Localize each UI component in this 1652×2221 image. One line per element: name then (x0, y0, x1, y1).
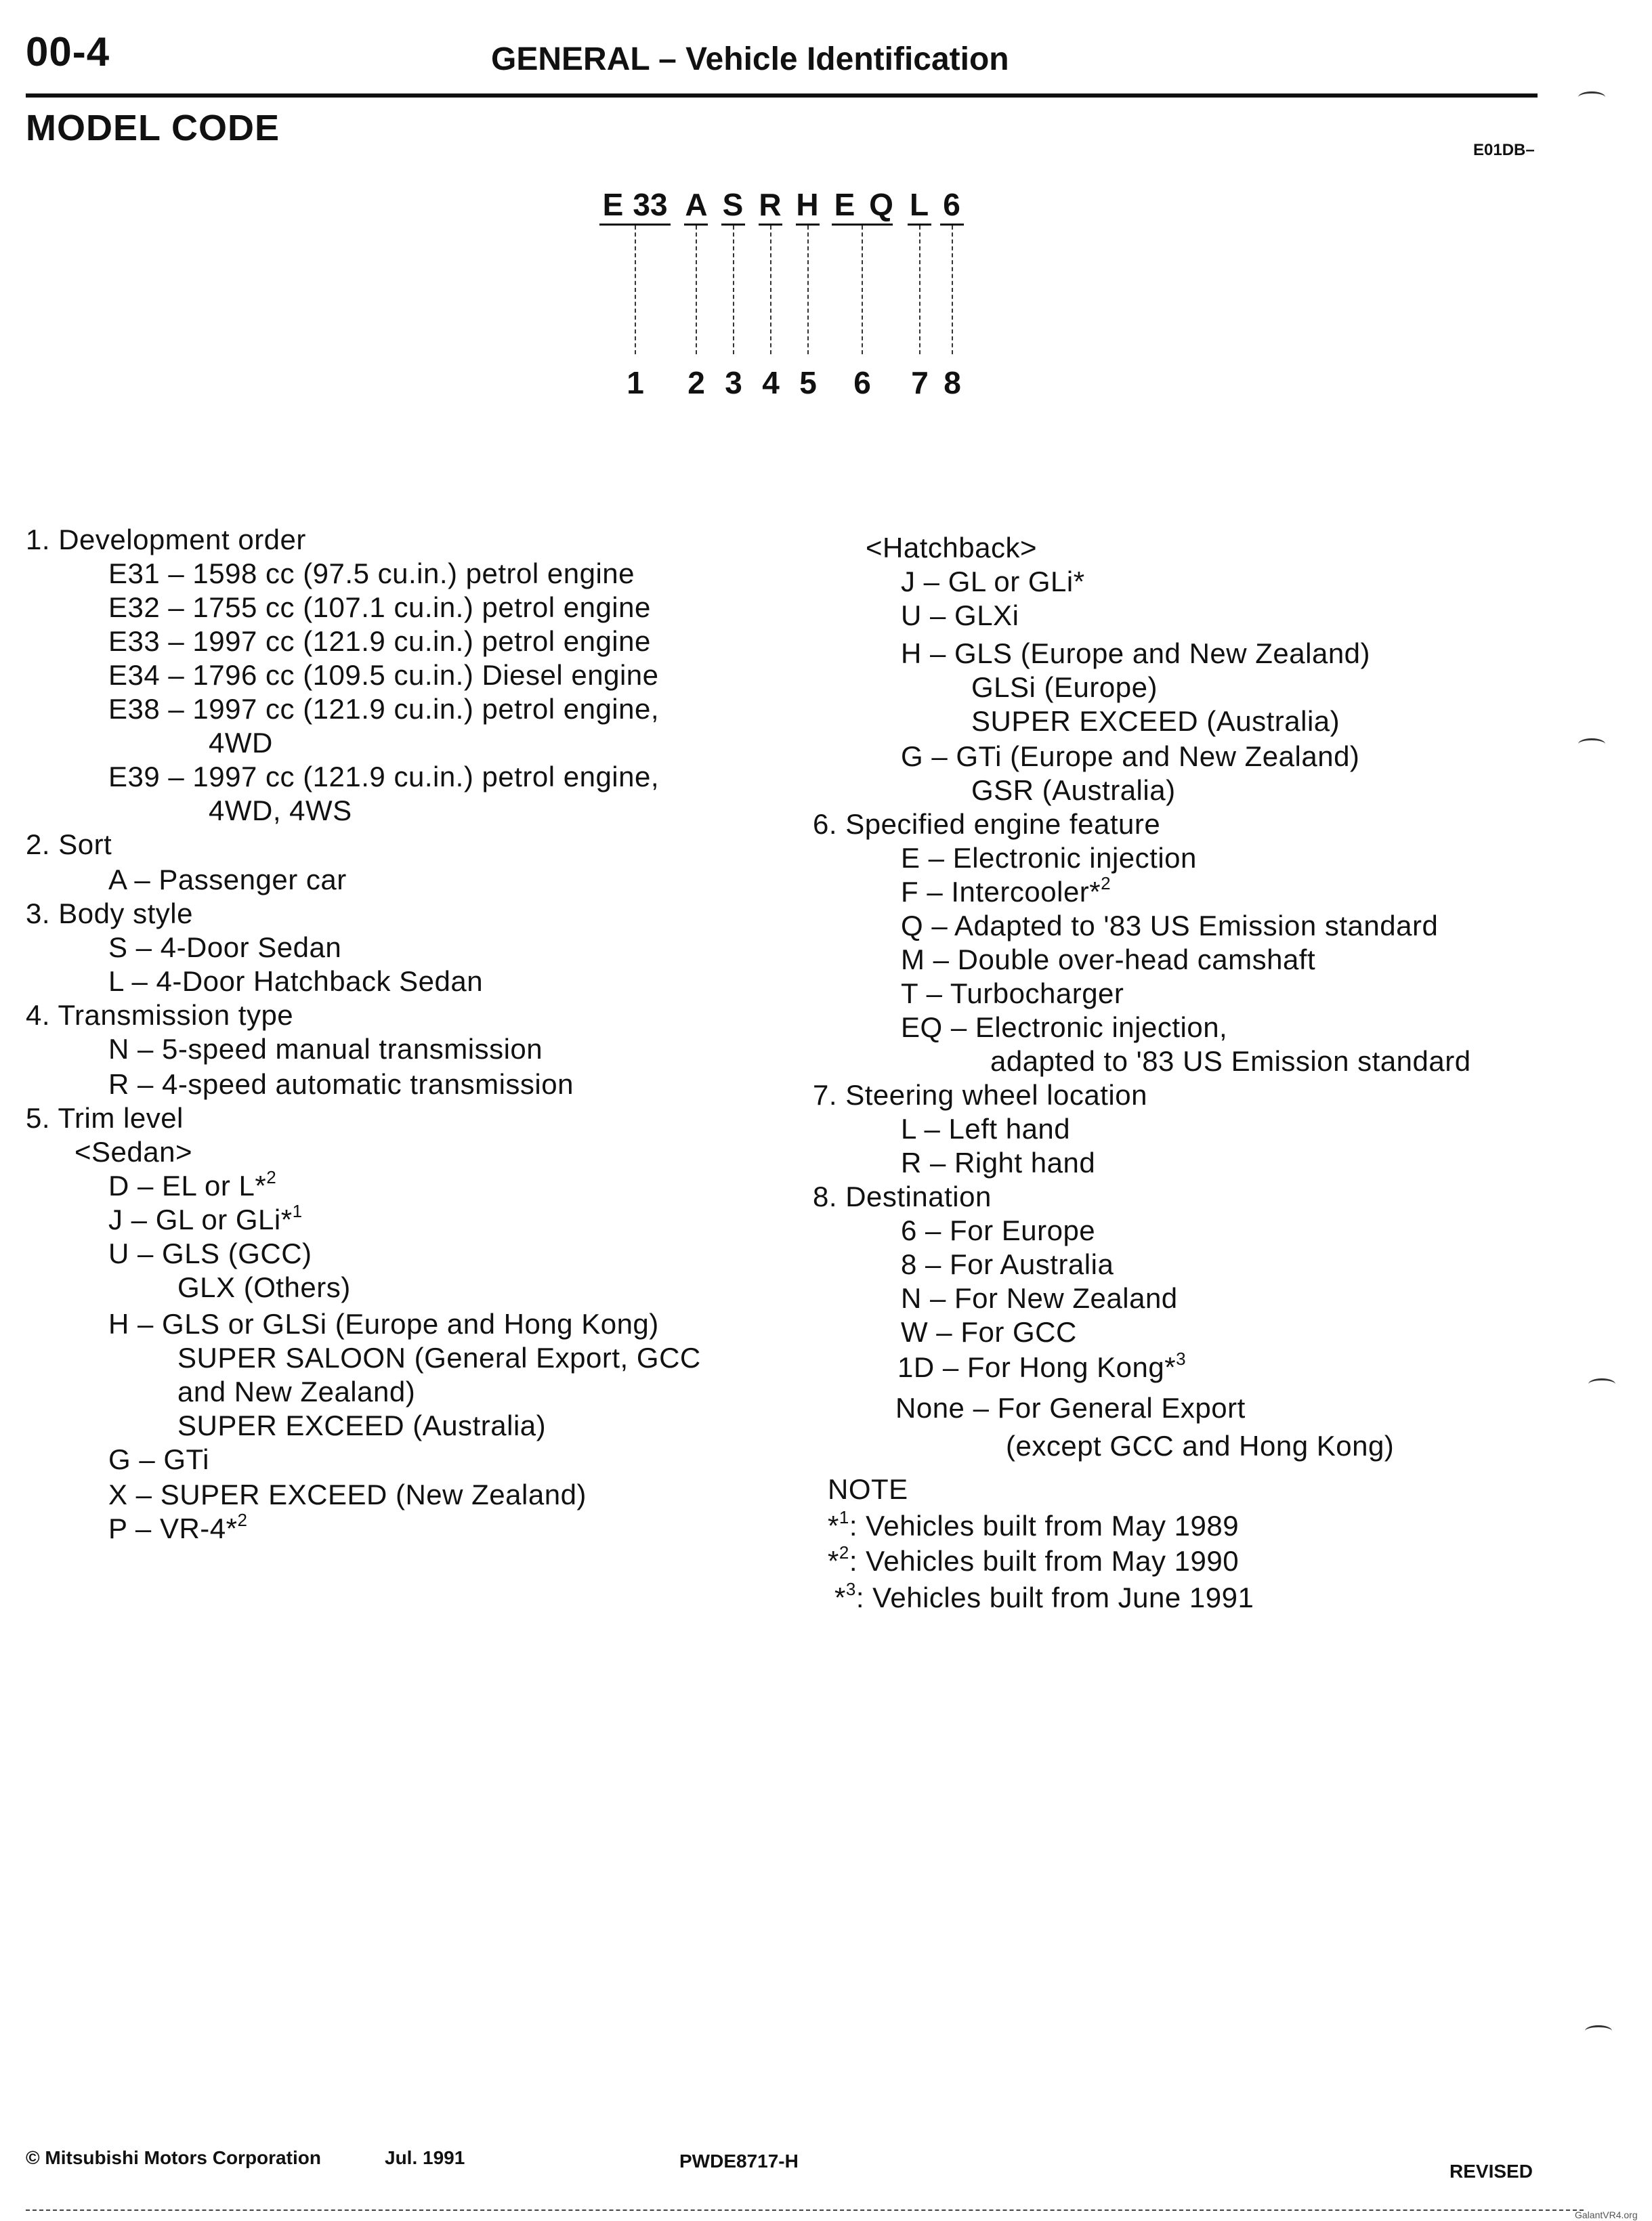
section-code: E01DB– (1473, 141, 1535, 159)
list-heading: 2. Sort (26, 828, 112, 860)
footer-doc-code: PWDE8717-H (679, 2151, 799, 2172)
list-item: T – Turbocharger (901, 977, 1124, 1009)
code-connector (696, 226, 697, 354)
note-item: *$^3$: Vehicles built from June 1991 (834, 1579, 1254, 1613)
code-number: 4 (762, 365, 780, 400)
list-heading: 7. Steering wheel location (813, 1079, 1147, 1111)
code-number: 2 (687, 365, 705, 400)
list-item: J – GL or GLi*$^1$ (108, 1201, 303, 1235)
list-item: W – For GCC (901, 1316, 1077, 1348)
list-item: E31 – 1598 cc (97.5 cu.in.) petrol engine (108, 557, 635, 589)
page-number: 00-4 (26, 29, 110, 75)
list-item: U – GLXi (901, 599, 1019, 631)
list-item: SUPER SALOON (General Export, GCC (177, 1342, 701, 1374)
list-item: E34 – 1796 cc (109.5 cu.in.) Diesel engine (108, 659, 659, 691)
code-number: 8 (944, 365, 961, 400)
note-title: NOTE (828, 1473, 908, 1505)
list-heading: 5. Trim level (26, 1102, 184, 1134)
list-item: GSR (Australia) (971, 774, 1176, 806)
list-item: SUPER EXCEED (Australia) (971, 705, 1340, 737)
list-item: U – GLS (GCC) (108, 1238, 312, 1269)
code-char: 6 (943, 187, 960, 222)
list-item: 4WD (209, 727, 273, 759)
code-number: 7 (911, 365, 929, 400)
list-item: L – 4-Door Hatchback Sedan (108, 965, 484, 997)
footer-rule (26, 2209, 1584, 2212)
code-connector (770, 226, 771, 354)
code-number: 1 (627, 365, 644, 400)
code-connector (635, 226, 636, 354)
list-item: F – Intercooler*$^2$ (901, 873, 1111, 908)
code-connector (807, 226, 809, 354)
list-item: N – For New Zealand (901, 1282, 1178, 1314)
list-heading: 4. Transmission type (26, 999, 294, 1031)
list-item: E38 – 1997 cc (121.9 cu.in.) petrol engine, (108, 693, 660, 725)
list-item: P – VR-4*$^2$ (108, 1510, 248, 1544)
margin-mark (1588, 1378, 1615, 1390)
list-item: H – GLS or GLSi (Europe and Hong Kong) (108, 1308, 659, 1340)
list-item: E – Electronic injection (901, 842, 1197, 874)
note-item: *$^1$: Vehicles built from May 1989 (828, 1507, 1240, 1542)
list-item: and New Zealand) (177, 1376, 416, 1408)
code-char: L (909, 187, 929, 222)
list-item: Q – Adapted to '83 US Emission standard (901, 910, 1439, 942)
code-char: S (722, 187, 744, 222)
margin-mark (1578, 91, 1605, 103)
footer-copyright: © Mitsubishi Motors Corporation (26, 2147, 321, 2168)
list-item: GLX (Others) (177, 1271, 351, 1303)
header-rule (26, 93, 1538, 98)
code-number: 3 (725, 365, 742, 400)
list-subheading: <Sedan> (75, 1136, 193, 1168)
footer-date: Jul. 1991 (385, 2147, 465, 2168)
list-item: E32 – 1755 cc (107.1 cu.in.) petrol engine (108, 591, 651, 623)
list-heading: 1. Development order (26, 524, 306, 555)
code-number: 5 (799, 365, 817, 400)
margin-mark (1585, 2025, 1612, 2037)
list-item: EQ – Electronic injection, (901, 1011, 1228, 1043)
code-char: R (759, 187, 782, 222)
code-char: 33 (633, 187, 668, 222)
list-item: SUPER EXCEED (Australia) (177, 1410, 547, 1441)
list-heading: 6. Specified engine feature (813, 808, 1161, 840)
list-item: R – Right hand (901, 1147, 1096, 1179)
header-title: GENERAL – Vehicle Identification (491, 41, 1009, 77)
list-item: 8 – For Australia (901, 1248, 1114, 1280)
code-char: Q (869, 187, 893, 222)
margin-mark (1578, 738, 1605, 750)
list-item: X – SUPER EXCEED (New Zealand) (108, 1479, 587, 1510)
code-connector (952, 226, 953, 354)
code-connector (733, 226, 734, 354)
list-item: G – GTi (Europe and New Zealand) (901, 740, 1360, 772)
list-item: (except GCC and Hong Kong) (1006, 1430, 1395, 1462)
code-char: E (834, 187, 855, 222)
list-item: H – GLS (Europe and New Zealand) (901, 637, 1371, 669)
note-item: *$^2$: Vehicles built from May 1990 (828, 1542, 1240, 1577)
list-item: S – 4-Door Sedan (108, 931, 342, 963)
section-title: MODEL CODE (26, 108, 280, 148)
list-heading: 3. Body style (26, 897, 193, 929)
list-heading: 8. Destination (813, 1181, 992, 1212)
watermark: GalantVR4.org (1575, 2209, 1638, 2220)
list-item: N – 5-speed manual transmission (108, 1033, 543, 1065)
code-number: 6 (853, 365, 871, 400)
list-item: M – Double over-head camshaft (901, 944, 1316, 975)
list-item: L – Left hand (901, 1113, 1071, 1145)
code-connector (862, 226, 863, 354)
list-item: G – GTi (108, 1443, 209, 1475)
list-item: J – GL or GLi* (901, 566, 1085, 597)
list-item: A – Passenger car (108, 864, 347, 895)
list-item: None – For General Export (895, 1392, 1246, 1424)
footer-status: REVISED (1449, 2161, 1533, 2182)
list-item: GLSi (Europe) (971, 671, 1158, 703)
list-item: E33 – 1997 cc (121.9 cu.in.) petrol engine (108, 625, 651, 657)
list-item: 4WD, 4WS (209, 795, 352, 826)
list-item: E39 – 1997 cc (121.9 cu.in.) petrol engine, (108, 761, 660, 792)
list-item: adapted to '83 US Emission standard (990, 1045, 1471, 1077)
code-connector (919, 226, 920, 354)
list-item: 6 – For Europe (901, 1214, 1096, 1246)
code-char: H (796, 187, 819, 222)
list-item: D – EL or L*$^2$ (108, 1167, 277, 1202)
list-item: 1D – For Hong Kong*$^3$ (897, 1349, 1187, 1383)
list-item: R – 4-speed automatic transmission (108, 1068, 574, 1100)
code-char: E (602, 187, 624, 222)
code-char: A (685, 187, 708, 222)
list-subheading: <Hatchback> (866, 532, 1037, 564)
